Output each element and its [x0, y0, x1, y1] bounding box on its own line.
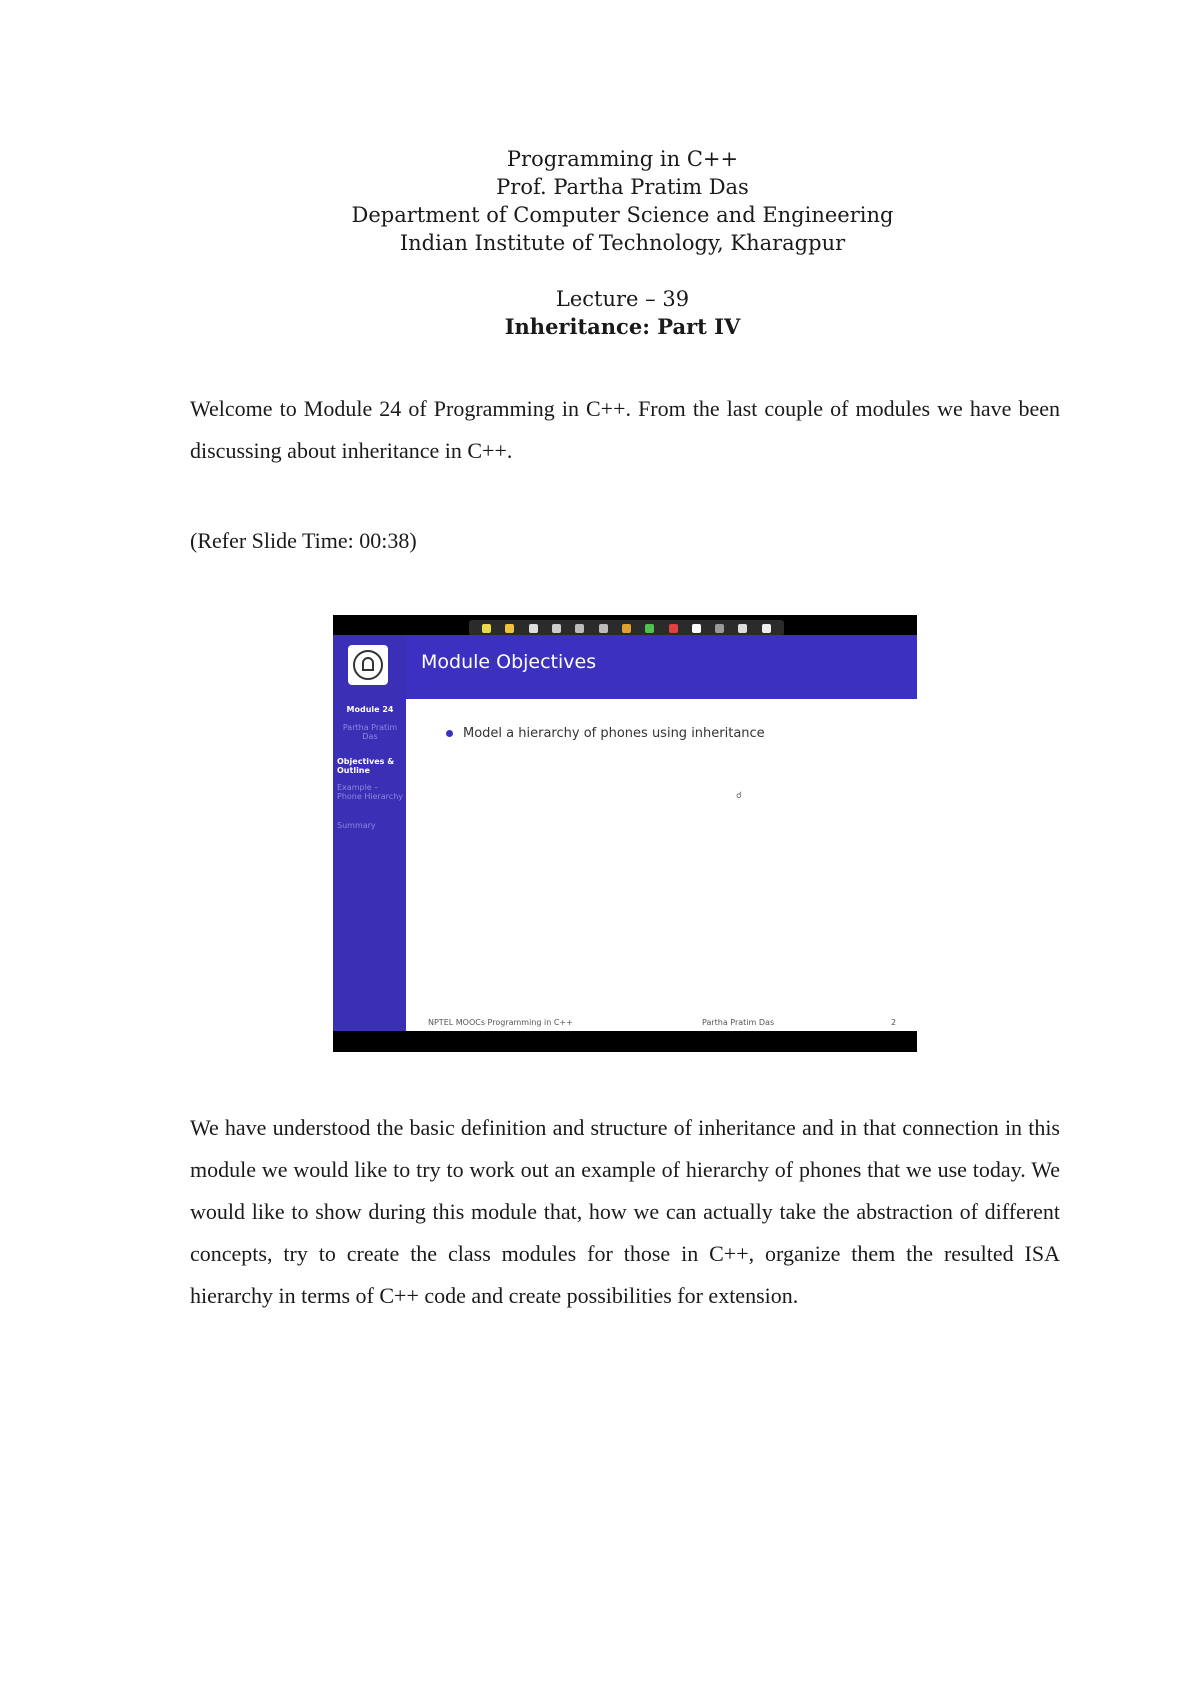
eraser-icon — [692, 624, 701, 633]
document-header — [0, 145, 1200, 257]
slide-sidebar — [333, 635, 406, 1031]
sidebar-objectives: Objectives & Outline — [337, 757, 395, 775]
lecture-title: Inheritance: Part IV — [504, 314, 741, 339]
sidebar-module: Module 24 — [346, 705, 394, 714]
slide-screenshot — [333, 615, 917, 1052]
course-title: Programming in C++ — [506, 147, 739, 171]
bullet-icon — [446, 730, 453, 737]
screen-icon — [738, 624, 747, 633]
slide-toolbar — [469, 620, 784, 636]
footer-author: Partha Pratim Das — [702, 1018, 775, 1027]
play-icon — [482, 624, 491, 633]
footer-course: NPTEL MOOCs Programming in C++ — [428, 1018, 573, 1027]
magnifier-icon: ☌ — [736, 791, 743, 801]
professor-name: Prof. Partha Pratim Das — [496, 175, 749, 199]
footer-page-number: 2 — [891, 1018, 897, 1027]
sidebar-author: Partha Pratim Das — [342, 723, 398, 741]
lecture-number: Lecture – 39 — [555, 287, 690, 311]
arrow-icon — [575, 624, 584, 633]
sidebar-summary: Summary — [337, 821, 376, 830]
pointer-icon — [505, 624, 514, 633]
slide-body — [406, 699, 917, 1031]
slide-footer — [406, 1015, 917, 1031]
body-paragraph: We have understood the basic definition and structure of inheritance and in that connection in this module we would like to try to work out an example of hierarchy of phones that we use today. We would like to show during this module that, how we can actually take the abstraction of different concepts, try to create the class modules for those in C++, organize them the resulted ISA hierarchy in terms of C++ code and create possibilities for extension. — [190, 1115, 1060, 1308]
marker-icon — [669, 624, 678, 633]
page-icon — [552, 624, 561, 633]
close-icon — [762, 624, 771, 633]
iit-logo — [348, 645, 388, 685]
page-icon — [529, 624, 538, 633]
arrow-icon — [599, 624, 608, 633]
department-name: Department of Computer Science and Engineering — [351, 203, 894, 227]
slide-title: Module Objectives — [421, 651, 597, 673]
sidebar-example: Example – Phone Hierarchy — [337, 783, 403, 801]
slide-bottom-bar — [333, 1031, 917, 1052]
brush-icon — [715, 624, 724, 633]
slide-bullet-text: Model a hierarchy of phones using inheritance — [463, 726, 765, 741]
pen-icon — [622, 624, 631, 633]
highlighter-icon — [645, 624, 654, 633]
institute-name: Indian Institute of Technology, Kharagpur — [399, 231, 846, 255]
slide-bullet — [446, 726, 765, 741]
lecture-heading — [0, 285, 1200, 341]
intro-paragraph: Welcome to Module 24 of Programming in C++. From the last couple of modules we have been discussing about inheritance in C++. — [190, 396, 1060, 463]
slide-time-reference: (Refer Slide Time: 00:38) — [190, 528, 417, 553]
slide-header — [406, 635, 917, 699]
